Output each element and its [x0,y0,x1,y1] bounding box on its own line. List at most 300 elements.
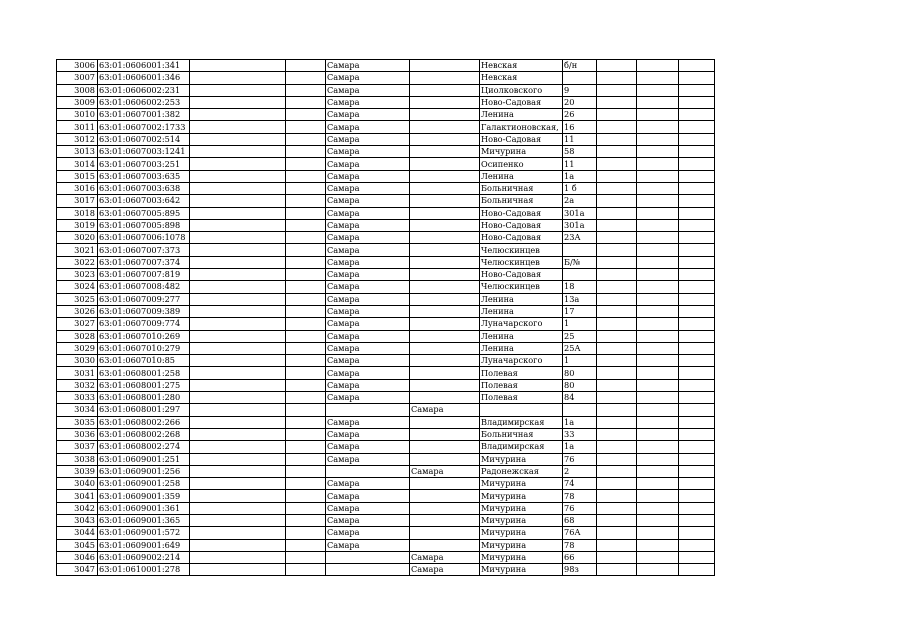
empty-cell [679,281,715,293]
row-number-cell: 3036 [57,428,98,440]
empty-cell [190,478,286,490]
empty-cell [637,478,679,490]
house-number-cell: 66 [563,551,597,563]
empty-cell [597,392,637,404]
empty-cell [597,182,637,194]
city-cell: Самара [326,269,410,281]
street-cell: Полевая [480,367,563,379]
table-row [57,281,715,293]
empty-cell [190,293,286,305]
cadastral-number-cell: 63:01:0606001:346 [98,72,190,84]
empty-cell [286,256,326,268]
table-row [57,416,715,428]
settlement-cell [410,367,480,379]
empty-cell [286,121,326,133]
row-number-cell: 3035 [57,416,98,428]
empty-cell [286,109,326,121]
empty-cell [637,72,679,84]
cadastral-number-cell: 63:01:0607009:389 [98,305,190,317]
house-number-cell: 13а [563,293,597,305]
street-cell: Ленина [480,342,563,354]
row-number-cell: 3021 [57,244,98,256]
empty-cell [190,269,286,281]
city-cell: Самара [326,514,410,526]
row-number-cell: 3039 [57,465,98,477]
cadastral-number-cell: 63:01:0607005:898 [98,219,190,231]
empty-cell [679,392,715,404]
street-cell: Мичурина [480,478,563,490]
empty-cell [597,564,637,576]
empty-cell [190,564,286,576]
empty-cell [637,146,679,158]
city-cell: Самара [326,195,410,207]
house-number-cell: Б/№ [563,256,597,268]
house-number-cell: 76 [563,502,597,514]
empty-cell [679,219,715,231]
row-number-cell: 3010 [57,109,98,121]
city-cell [326,564,410,576]
cadastral-number-cell: 63:01:0607006:1078 [98,232,190,244]
settlement-cell [410,527,480,539]
settlement-cell [410,428,480,440]
empty-cell [597,502,637,514]
city-cell: Самара [326,170,410,182]
street-cell: Ново-Садовая [480,219,563,231]
empty-cell [597,96,637,108]
empty-cell [286,355,326,367]
settlement-cell [410,392,480,404]
empty-cell [679,342,715,354]
city-cell: Самара [326,367,410,379]
cadastral-number-cell: 63:01:0609001:256 [98,465,190,477]
empty-cell [679,109,715,121]
empty-cell [286,170,326,182]
table-row [57,269,715,281]
empty-cell [190,551,286,563]
empty-cell [286,465,326,477]
cadastral-number-cell: 63:01:0609001:251 [98,453,190,465]
empty-cell [286,551,326,563]
empty-cell [190,96,286,108]
empty-cell [637,330,679,342]
city-cell: Самара [326,72,410,84]
empty-cell [190,158,286,170]
empty-cell [679,379,715,391]
empty-cell [286,158,326,170]
empty-cell [597,232,637,244]
city-cell: Самара [326,502,410,514]
empty-cell [637,502,679,514]
cadastral-number-cell: 63:01:0606001:341 [98,60,190,72]
row-number-cell: 3037 [57,441,98,453]
settlement-cell [410,60,480,72]
row-number-cell: 3047 [57,564,98,576]
settlement-cell [410,207,480,219]
empty-cell [597,170,637,182]
city-cell: Самара [326,379,410,391]
row-number-cell: 3029 [57,342,98,354]
empty-cell [286,342,326,354]
empty-cell [286,367,326,379]
empty-cell [679,121,715,133]
settlement-cell [410,281,480,293]
empty-cell [597,293,637,305]
empty-cell [190,428,286,440]
city-cell: Самара [326,539,410,551]
row-number-cell: 3022 [57,256,98,268]
empty-cell [190,244,286,256]
row-number-cell: 3016 [57,182,98,194]
empty-cell [679,318,715,330]
empty-cell [637,355,679,367]
cadastral-number-cell: 63:01:0608001:280 [98,392,190,404]
empty-cell [190,305,286,317]
table-row [57,490,715,502]
empty-cell [597,133,637,145]
settlement-cell [410,355,480,367]
street-cell: Больничная [480,182,563,194]
empty-cell [190,490,286,502]
empty-cell [597,441,637,453]
cadastral-number-cell: 63:01:0606002:253 [98,96,190,108]
settlement-cell [410,478,480,490]
empty-cell [679,182,715,194]
house-number-cell: 1а [563,416,597,428]
empty-cell [597,121,637,133]
street-cell: Мичурина [480,514,563,526]
empty-cell [597,514,637,526]
settlement-cell [410,269,480,281]
settlement-cell [410,146,480,158]
empty-cell [286,392,326,404]
house-number-cell: 76 [563,453,597,465]
empty-cell [637,367,679,379]
row-number-cell: 3008 [57,84,98,96]
empty-cell [597,453,637,465]
city-cell [326,404,410,416]
table-row [57,318,715,330]
empty-cell [679,490,715,502]
empty-cell [190,256,286,268]
settlement-cell [410,244,480,256]
house-number-cell: 301а [563,219,597,231]
settlement-cell [410,96,480,108]
empty-cell [637,416,679,428]
empty-cell [286,182,326,194]
settlement-cell [410,109,480,121]
house-number-cell: 98з [563,564,597,576]
table-row [57,244,715,256]
empty-cell [597,490,637,502]
empty-cell [637,527,679,539]
city-cell: Самара [326,318,410,330]
row-number-cell: 3043 [57,514,98,526]
empty-cell [637,60,679,72]
empty-cell [679,244,715,256]
empty-cell [190,121,286,133]
empty-cell [597,551,637,563]
city-cell: Самара [326,84,410,96]
empty-cell [679,527,715,539]
cadastral-number-cell: 63:01:0608001:258 [98,367,190,379]
empty-cell [637,379,679,391]
settlement-cell [410,72,480,84]
row-number-cell: 3046 [57,551,98,563]
empty-cell [637,564,679,576]
empty-cell [190,539,286,551]
settlement-cell [410,219,480,231]
empty-cell [286,453,326,465]
empty-cell [597,342,637,354]
empty-cell [637,392,679,404]
empty-cell [286,478,326,490]
street-cell: Мичурина [480,502,563,514]
empty-cell [597,404,637,416]
street-cell: Больничная [480,428,563,440]
cadastral-number-cell: 63:01:0607005:895 [98,207,190,219]
table-row [57,133,715,145]
street-cell: Ново-Садовая [480,96,563,108]
empty-cell [637,293,679,305]
empty-cell [597,195,637,207]
empty-cell [597,527,637,539]
settlement-cell [410,514,480,526]
empty-cell [190,72,286,84]
city-cell [326,465,410,477]
empty-cell [190,355,286,367]
empty-cell [679,330,715,342]
cadastral-number-cell: 63:01:0606002:231 [98,84,190,96]
empty-cell [637,84,679,96]
empty-cell [597,244,637,256]
empty-cell [679,465,715,477]
table-row [57,539,715,551]
empty-cell [286,502,326,514]
table-row [57,305,715,317]
empty-cell [637,158,679,170]
street-cell: Мичурина [480,490,563,502]
empty-cell [190,182,286,194]
settlement-cell: Самара [410,404,480,416]
cadastral-number-cell: 63:01:0609001:359 [98,490,190,502]
cadastral-number-cell: 63:01:0607007:374 [98,256,190,268]
empty-cell [190,318,286,330]
empty-cell [637,428,679,440]
row-number-cell: 3027 [57,318,98,330]
cadastral-number-cell: 63:01:0607009:277 [98,293,190,305]
empty-cell [286,244,326,256]
city-cell: Самара [326,182,410,194]
street-cell: Ново-Садовая [480,269,563,281]
settlement-cell [410,195,480,207]
street-cell: Ленина [480,170,563,182]
table-row [57,342,715,354]
empty-cell [597,428,637,440]
empty-cell [679,428,715,440]
row-number-cell: 3026 [57,305,98,317]
empty-cell [286,330,326,342]
empty-cell [286,404,326,416]
empty-cell [637,551,679,563]
empty-cell [679,158,715,170]
house-number-cell: 20 [563,96,597,108]
settlement-cell: Самара [410,551,480,563]
street-cell: Полевая [480,379,563,391]
row-number-cell: 3006 [57,60,98,72]
street-cell: Ленина [480,109,563,121]
empty-cell [190,367,286,379]
empty-cell [286,146,326,158]
row-number-cell: 3017 [57,195,98,207]
empty-cell [597,281,637,293]
house-number-cell [563,72,597,84]
row-number-cell: 3019 [57,219,98,231]
table-row [57,502,715,514]
empty-cell [286,84,326,96]
empty-cell [637,318,679,330]
settlement-cell [410,441,480,453]
empty-cell [190,84,286,96]
cadastral-number-cell: 63:01:0607007:819 [98,269,190,281]
settlement-cell [410,502,480,514]
row-number-cell: 3038 [57,453,98,465]
street-cell: Полевая [480,392,563,404]
table-body [57,60,715,576]
empty-cell [637,133,679,145]
empty-cell [679,367,715,379]
settlement-cell [410,453,480,465]
row-number-cell: 3028 [57,330,98,342]
cadastral-table [56,59,715,576]
empty-cell [190,502,286,514]
empty-cell [286,133,326,145]
house-number-cell: 78 [563,539,597,551]
row-number-cell: 3012 [57,133,98,145]
empty-cell [679,96,715,108]
empty-cell [286,96,326,108]
empty-cell [637,269,679,281]
empty-cell [637,195,679,207]
house-number-cell: 2а [563,195,597,207]
city-cell: Самара [326,392,410,404]
house-number-cell: б/н [563,60,597,72]
empty-cell [637,256,679,268]
settlement-cell [410,305,480,317]
street-cell: Невская [480,60,563,72]
house-number-cell: 23А [563,232,597,244]
empty-cell [637,305,679,317]
settlement-cell [410,293,480,305]
city-cell: Самара [326,60,410,72]
street-cell: Мичурина [480,564,563,576]
empty-cell [637,232,679,244]
empty-cell [286,318,326,330]
city-cell: Самара [326,281,410,293]
settlement-cell [410,232,480,244]
empty-cell [637,170,679,182]
empty-cell [597,416,637,428]
empty-cell [286,416,326,428]
empty-cell [286,514,326,526]
cadastral-number-cell: 63:01:0607008:482 [98,281,190,293]
table-row [57,158,715,170]
cadastral-number-cell: 63:01:0608002:268 [98,428,190,440]
street-cell: Мичурина [480,527,563,539]
empty-cell [597,539,637,551]
table-row [57,514,715,526]
table-row [57,170,715,182]
empty-cell [679,502,715,514]
row-number-cell: 3044 [57,527,98,539]
house-number-cell: 2 [563,465,597,477]
table-row [57,219,715,231]
empty-cell [679,441,715,453]
empty-cell [679,170,715,182]
row-number-cell: 3023 [57,269,98,281]
empty-cell [637,219,679,231]
empty-cell [286,72,326,84]
empty-cell [637,244,679,256]
cadastral-number-cell: 63:01:0607003:251 [98,158,190,170]
settlement-cell [410,133,480,145]
empty-cell [286,207,326,219]
street-cell: Невская [480,72,563,84]
empty-cell [286,269,326,281]
city-cell: Самара [326,490,410,502]
street-cell: Радонежская [480,465,563,477]
empty-cell [286,564,326,576]
empty-cell [597,465,637,477]
table-row [57,478,715,490]
cadastral-number-cell: 63:01:0608002:266 [98,416,190,428]
street-cell: Галактионовская, [480,121,563,133]
empty-cell [679,305,715,317]
cadastral-number-cell: 63:01:0607010:85 [98,355,190,367]
empty-cell [679,416,715,428]
city-cell: Самара [326,428,410,440]
row-number-cell: 3042 [57,502,98,514]
empty-cell [597,355,637,367]
house-number-cell: 301а [563,207,597,219]
empty-cell [637,207,679,219]
row-number-cell: 3040 [57,478,98,490]
settlement-cell [410,330,480,342]
house-number-cell: 26 [563,109,597,121]
empty-cell [190,527,286,539]
row-number-cell: 3034 [57,404,98,416]
house-number-cell: 58 [563,146,597,158]
table-row [57,96,715,108]
city-cell: Самара [326,146,410,158]
house-number-cell: 33 [563,428,597,440]
empty-cell [679,232,715,244]
empty-cell [597,72,637,84]
settlement-cell [410,379,480,391]
settlement-cell [410,416,480,428]
cadastral-number-cell: 63:01:0607002:1733 [98,121,190,133]
empty-cell [597,330,637,342]
street-cell: Челюскинцев [480,256,563,268]
empty-cell [286,428,326,440]
settlement-cell: Самара [410,465,480,477]
empty-cell [190,195,286,207]
street-cell: Ленина [480,293,563,305]
table-row [57,428,715,440]
house-number-cell: 9 [563,84,597,96]
table-row [57,121,715,133]
city-cell: Самара [326,96,410,108]
empty-cell [637,514,679,526]
